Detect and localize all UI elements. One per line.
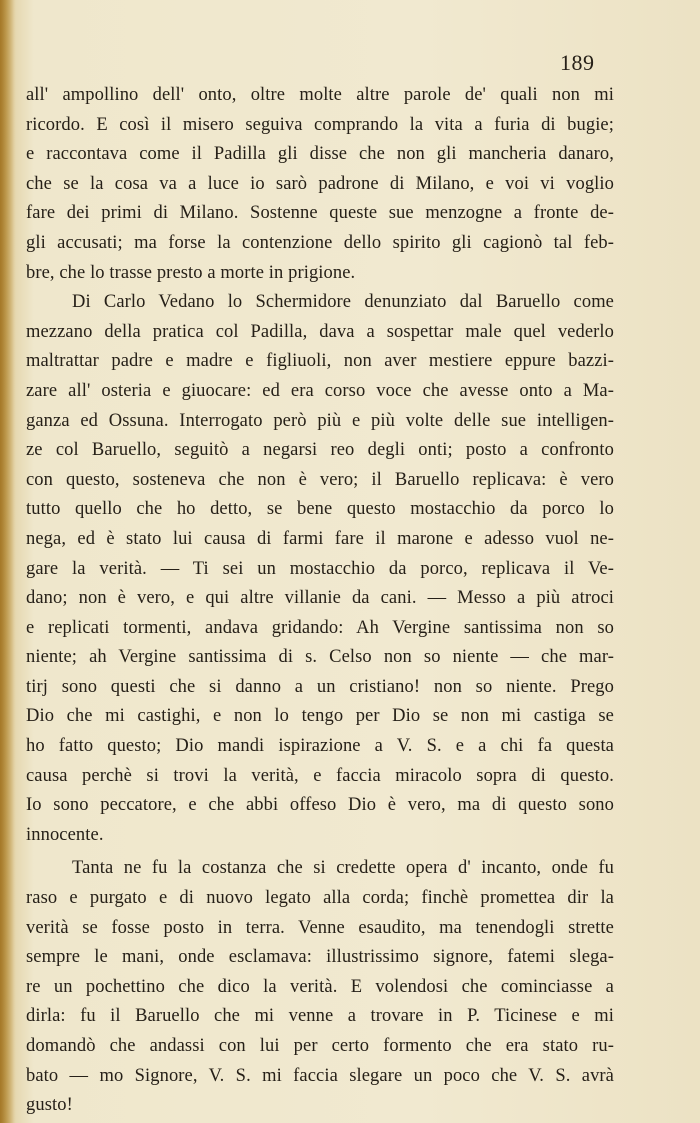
text-line: gli accusati; ma forse la contenzione dello spirito gli cagionò tal feb- [26, 232, 614, 253]
text-line: con questo, sosteneva che non è vero; il Baruello replicava: è vero [26, 469, 614, 490]
text-line: tirj sono questi che si danno a un cristiano! non so niente. Prego [26, 676, 614, 697]
text-line: Di Carlo Vedano lo Schermidore denunziato dal Baruello come [72, 292, 614, 313]
body-text [26, 81, 614, 1121]
text-line: gare la verità. — Ti sei un mostacchio da porco, replicava il Ve- [26, 558, 614, 579]
text-line: ricordo. E così il misero seguiva comprando la vita a furia di bugie; [26, 114, 614, 135]
text-line: tutto quello che ho detto, se bene questo mostacchio da porco lo [26, 499, 614, 520]
text-line: zare all' osteria e giuocare: ed era corso voce che avesse onto a Ma- [26, 380, 614, 401]
text-line: verità se fosse posto in terra. Venne esaudito, ma tenendogli strette [26, 917, 614, 938]
text-line: ze col Baruello, seguitò a negarsi reo degli onti; posto a confronto [26, 440, 614, 461]
text-line: sempre le mani, onde esclamava: illustrissimo signore, fatemi slega- [26, 947, 614, 968]
text-line: re un pochettino che dico la verità. E volendosi che cominciasse a [26, 976, 614, 997]
text-line: domandò che andassi con lui per certo formento che era stato ru- [26, 1036, 614, 1056]
text-line: raso e purgato e di nuovo legato alla corda; finchè promettea dir la [26, 888, 614, 909]
text-line: Tanta ne fu la costanza che si credette opera d' incanto, onde fu [72, 858, 614, 879]
text-line: causa perchè si trovi la verità, e faccia miracolo sopra di questo. [26, 765, 614, 786]
text-line: innocente. [26, 824, 104, 845]
text-line: ganza ed Ossuna. Interrogato però più e più volte delle sue intelligen- [26, 410, 614, 431]
text-line: e replicati tormenti, andava gridando: Ah Vergine santissima non so [26, 617, 614, 638]
text-line: nega, ed è stato lui causa di farmi fare il marone e adesso vuol ne- [26, 528, 614, 549]
page-number: 189 [560, 50, 595, 75]
text-line: ho fatto questo; Dio mandi ispirazione a V. S. e a chi fa questa [26, 736, 614, 757]
text-line: che se la cosa va a luce io sarò padrone di Milano, e voi vi voglio [26, 173, 614, 194]
text-line: e raccontava come il Padilla gli disse che non gli mancheria danaro, [26, 144, 614, 165]
text-line: niente; ah Vergine santissima di s. Celso non so niente — che mar- [26, 647, 614, 668]
text-line: mezzano della pratica col Padilla, dava a sospettar male quel vederlo [26, 321, 614, 342]
spine-shadow [0, 0, 14, 1123]
text-line: bre, che lo trasse presto a morte in prigione. [26, 262, 356, 283]
text-line: dano; non è vero, e qui altre villanie da cani. — Messo a più atroci [26, 588, 614, 609]
text-line: gusto! [26, 1095, 73, 1116]
text-line: Io sono peccatore, e che abbi offeso Dio è vero, ma di questo sono [26, 795, 614, 816]
text-line: fare dei primi di Milano. Sostenne queste sue menzogne a fronte de- [26, 203, 614, 224]
text-line: maltrattar padre e madre e figliuoli, non aver mestiere eppure bazzi- [26, 351, 614, 372]
text-line: dirla: fu il Baruello che mi venne a trovare in P. Ticinese e mi [26, 1006, 614, 1027]
text-line: bato — mo Signore, V. S. mi faccia slegare un poco che V. S. avrà [26, 1065, 614, 1086]
text-line: Dio che mi castighi, e non lo tengo per Dio se non mi castiga se [26, 706, 614, 727]
text-line: all' ampollino dell' onto, oltre molte altre parole de' quali non mi [26, 85, 614, 105]
